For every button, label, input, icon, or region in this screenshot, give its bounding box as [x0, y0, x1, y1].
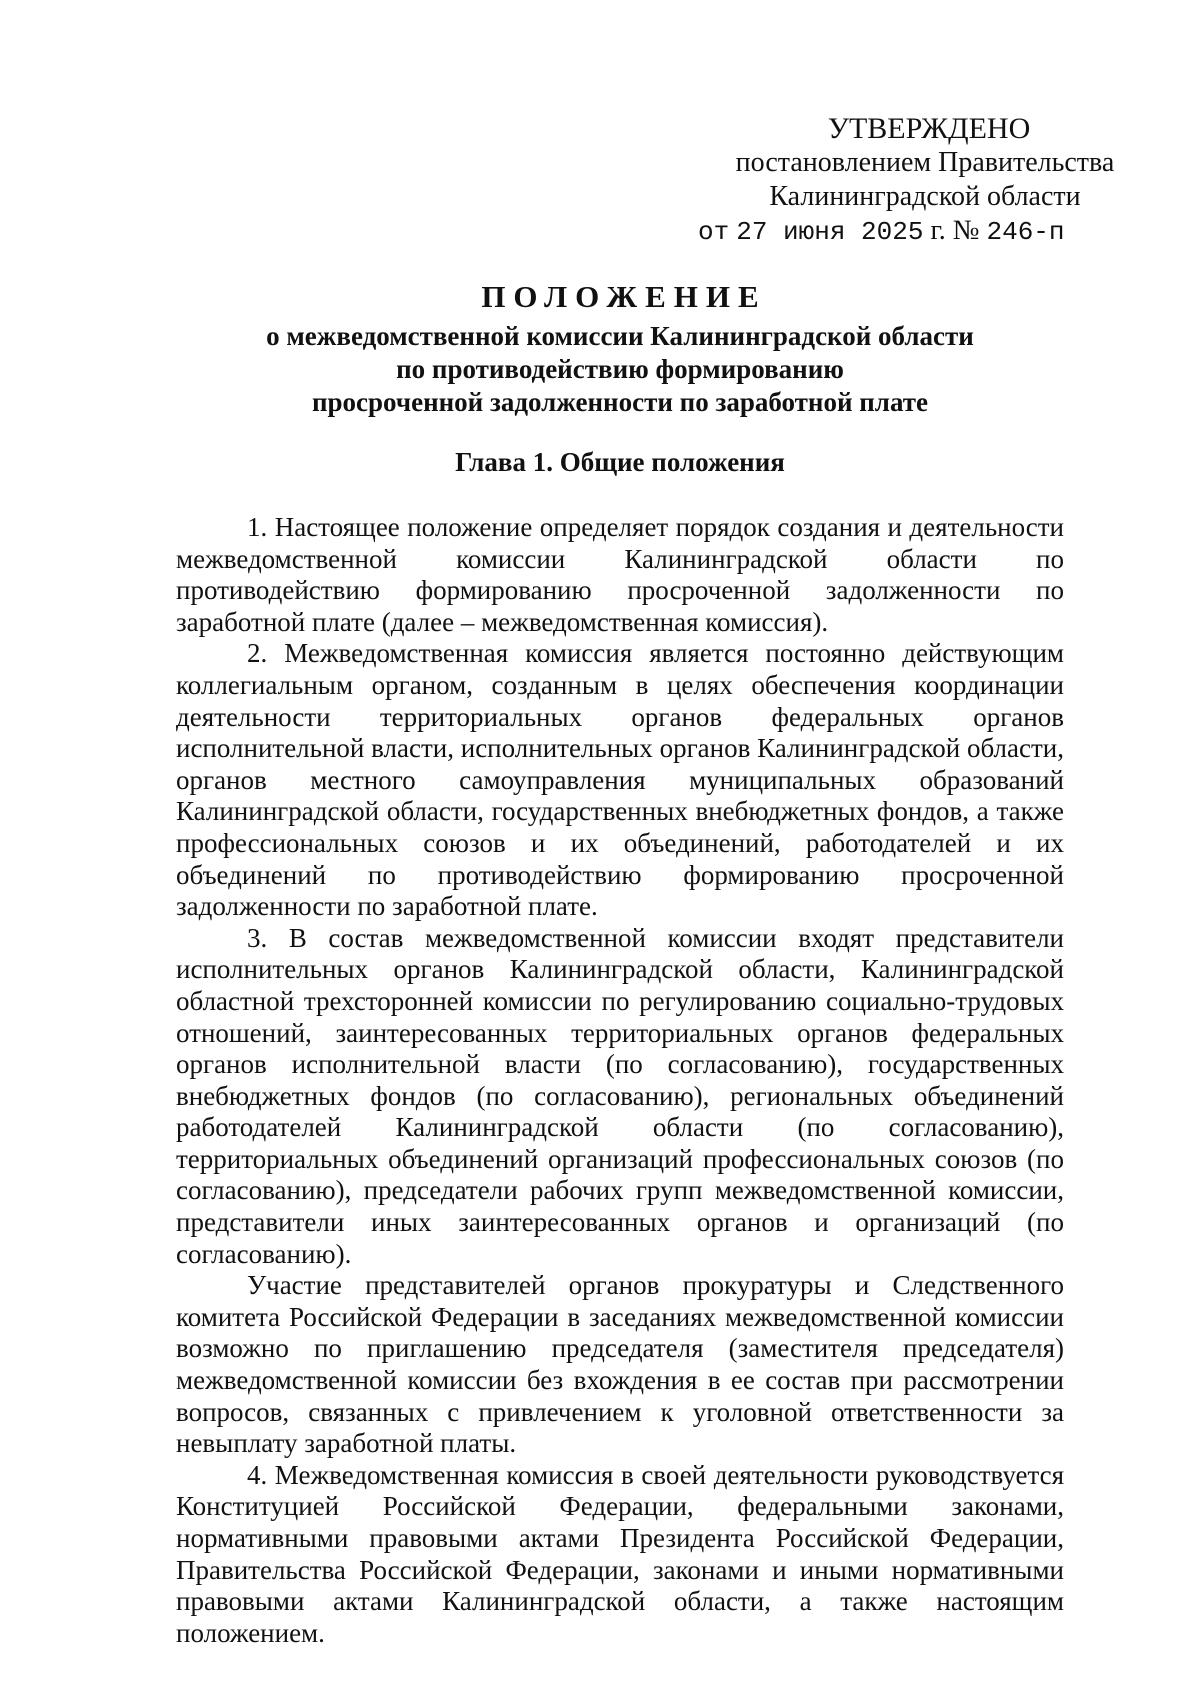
decree-number: 246-п — [986, 217, 1065, 247]
approval-date-line — [698, 214, 1120, 249]
chapter-heading: Глава 1. Общие положения — [455, 447, 785, 477]
paragraph-1: 1. Настоящее положение определяет порядок создания и деятельности межведомственной комиссии Калининградской области по противодействию формированию просроченной задолженности по заработной плате (далее – межведомственная комиссия). — [176, 512, 1064, 637]
document-subtitle-3: просроченной задолженности по заработной плате — [311, 387, 929, 417]
document-title-block — [180, 278, 1060, 419]
document-title: ПОЛОЖЕНИЕ — [481, 279, 767, 314]
date-prefix: от — [698, 217, 730, 247]
approval-stamp — [700, 112, 1120, 249]
approval-line-2: Калининградской области — [769, 181, 1081, 212]
paragraph-2: 2. Межведомственная комиссия является постоянно действующим коллегиальным органом, созданным в целях обеспечения координации деятельности территориальных органов федеральных органов исполнительной власти, исполнительных органов Калининградской области, органов местного самоуправления муниципальных образований Калининградской области, государственных внебюджетных фондов, а также профессиональных союзов и их объединений, работодателей и их объединений по противодействию формированию просроченной задолженности по заработной плате. — [176, 638, 1064, 922]
date-value: 27 июня 2025 — [736, 217, 924, 247]
approved-label: УТВЕРЖДЕНО — [827, 112, 1031, 145]
paragraph-3-continued: Участие представителей органов прокуратуры и Следственного комитета Российской Федерации в заседаниях межведомственной комиссии возможно по приглашению председателя (заместителя председателя) межведомственной комиссии без вхождения в ее состав при рассмотрении вопросов, связанных с привлечением к уголовной ответственности за невыплату заработной платы. — [176, 1270, 1064, 1459]
date-number-label: г. № — [930, 215, 980, 246]
paragraph-3: 3. В состав межведомственной комиссии входят представители исполнительных органов Калининградской области, Калининградской областной трехсторонней комиссии по регулированию социально-трудовых отношений, заинтересованных территориальных органов федеральных органов исполнительной власти (по согласованию), государственных внебюджетных фондов (по согласованию), региональных объединений работодателей Калининградской области (по согласованию), территориальных объединений организаций профессиональных союзов (по согласованию), председатели рабочих групп межведомственной комиссии, представители иных заинтересованных органов и организаций (по согласованию). — [176, 922, 1064, 1269]
document-body — [176, 512, 1064, 1649]
approval-line-1: постановлением Правительства — [735, 147, 1115, 178]
document-subtitle-1: о межведомственной комиссии Калининградской области — [266, 321, 974, 351]
document-subtitle-2: по противодействию формированию — [396, 354, 844, 384]
paragraph-4: 4. Межведомственная комиссия в своей деятельности руководствуется Конституцией Российской Федерации, федеральными законами, нормативными правовыми актами Президента Российской Федерации, Правительства Российской Федерации, законами и иными нормативными правовыми актами Калининградской области, а также настоящим положением. — [176, 1459, 1064, 1648]
